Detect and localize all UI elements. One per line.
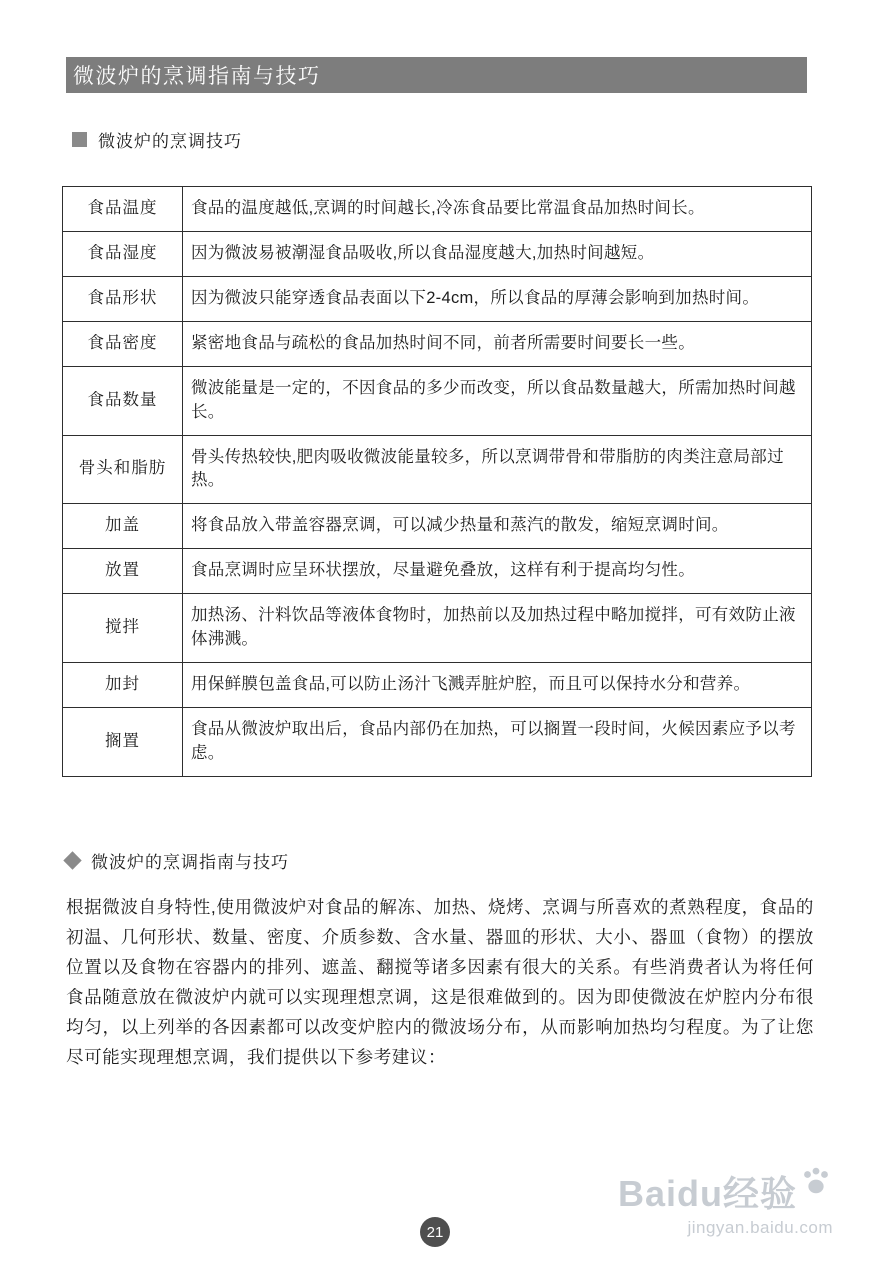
table-term-cell: 搅拌 — [63, 594, 183, 663]
watermark-top-row — [618, 1166, 833, 1214]
baidu-watermark — [618, 1166, 833, 1238]
watermark-url: jingyan.baidu.com — [687, 1218, 833, 1238]
table-row — [63, 187, 812, 232]
table-term-cell: 食品密度 — [63, 321, 183, 366]
page-header-title: 微波炉的烹调指南与技巧 — [73, 65, 321, 88]
page-header-bar — [66, 57, 807, 93]
table-desc-cell: 微波能量是一定的，不因食品的多少而改变，所以食品数量越大，所需加热时间越长。 — [183, 366, 812, 435]
table-row — [63, 435, 812, 504]
table-term-cell: 食品形状 — [63, 276, 183, 321]
diamond-bullet-icon — [63, 851, 81, 869]
table-row — [63, 321, 812, 366]
table-row — [63, 366, 812, 435]
table-row — [63, 707, 812, 776]
table-desc-cell: 因为微波只能穿透食品表面以下2-4cm，所以食品的厚薄会影响到加热时间。 — [183, 276, 812, 321]
table-desc-cell: 食品烹调时应呈环状摆放，尽量避免叠放，这样有利于提高均匀性。 — [183, 549, 812, 594]
watermark-brand: Baidu经验 — [617, 1173, 797, 1215]
page-number: 21 — [426, 1223, 444, 1241]
square-bullet-icon — [72, 132, 87, 147]
table-row — [63, 594, 812, 663]
table-row — [63, 231, 812, 276]
table-desc-cell: 紧密地食品与疏松的食品加热时间不同，前者所需要时间要长一些。 — [183, 321, 812, 366]
table-desc-cell: 加热汤、汁料饮品等液体食物时，加热前以及加热过程中略加搅拌，可有效防止液体沸溅。 — [183, 594, 812, 663]
page-number-badge — [420, 1217, 450, 1247]
table-term-cell: 骨头和脂肪 — [63, 435, 183, 504]
section-heading-guide-and-tips — [66, 848, 289, 873]
table-term-cell: 搁置 — [63, 707, 183, 776]
table-desc-cell: 将食品放入带盖容器烹调，可以减少热量和蒸汽的散发，缩短烹调时间。 — [183, 504, 812, 549]
table-desc-cell: 用保鲜膜包盖食品,可以防止汤汁飞溅弄脏炉腔，而且可以保持水分和营养。 — [183, 663, 812, 708]
table-term-cell: 放置 — [63, 549, 183, 594]
cooking-tips-table — [62, 186, 812, 777]
section-heading-cooking-tips — [72, 127, 242, 152]
section-heading-label: 微波炉的烹调指南与技巧 — [91, 853, 289, 872]
table-row — [63, 663, 812, 708]
table-row — [63, 276, 812, 321]
table-desc-cell: 骨头传热较快,肥肉吸收微波能量较多，所以烹调带骨和带脂肪的肉类注意局部过热。 — [183, 435, 812, 504]
table-term-cell: 加盖 — [63, 504, 183, 549]
table-row — [63, 504, 812, 549]
table-row — [63, 549, 812, 594]
table-desc-cell: 食品的温度越低,烹调的时间越长,冷冻食品要比常温食品加热时间长。 — [183, 187, 812, 232]
table-term-cell: 食品温度 — [63, 187, 183, 232]
table-desc-cell: 因为微波易被潮湿食品吸收,所以食品湿度越大,加热时间越短。 — [183, 231, 812, 276]
table-term-cell: 加封 — [63, 663, 183, 708]
table-term-cell: 食品数量 — [63, 366, 183, 435]
cooking-tips-table-wrap — [62, 186, 812, 777]
table-term-cell: 食品湿度 — [63, 231, 183, 276]
section-heading-label: 微波炉的烹调技巧 — [98, 132, 242, 151]
table-desc-cell: 食品从微波炉取出后，食品内部仍在加热，可以搁置一段时间，火候因素应予以考虑。 — [183, 707, 812, 776]
guide-paragraph: 根据微波自身特性,使用微波炉对食品的解冻、加热、烧烤、烹调与所喜欢的煮熟程度，食品的初温、几何形状、数量、密度、介质参数、含水量、器皿的形状、大小、器皿（食物）的摆放位置以及食物在容器内的排列、遮盖、翻搅等诸多因素有很大的关系。有些消费者认为将任何食品随意放在微波炉内就可以实现理想烹调，这是很难做到的。因为即使微波在炉腔内分布很均匀，以上列举的各因素都可以改变炉腔内的微波场分布，从而影响加热均匀程度。为了让您尽可能实现理想烹调，我们提供以下参考建议： — [66, 897, 814, 1068]
paw-icon — [799, 1166, 833, 1200]
